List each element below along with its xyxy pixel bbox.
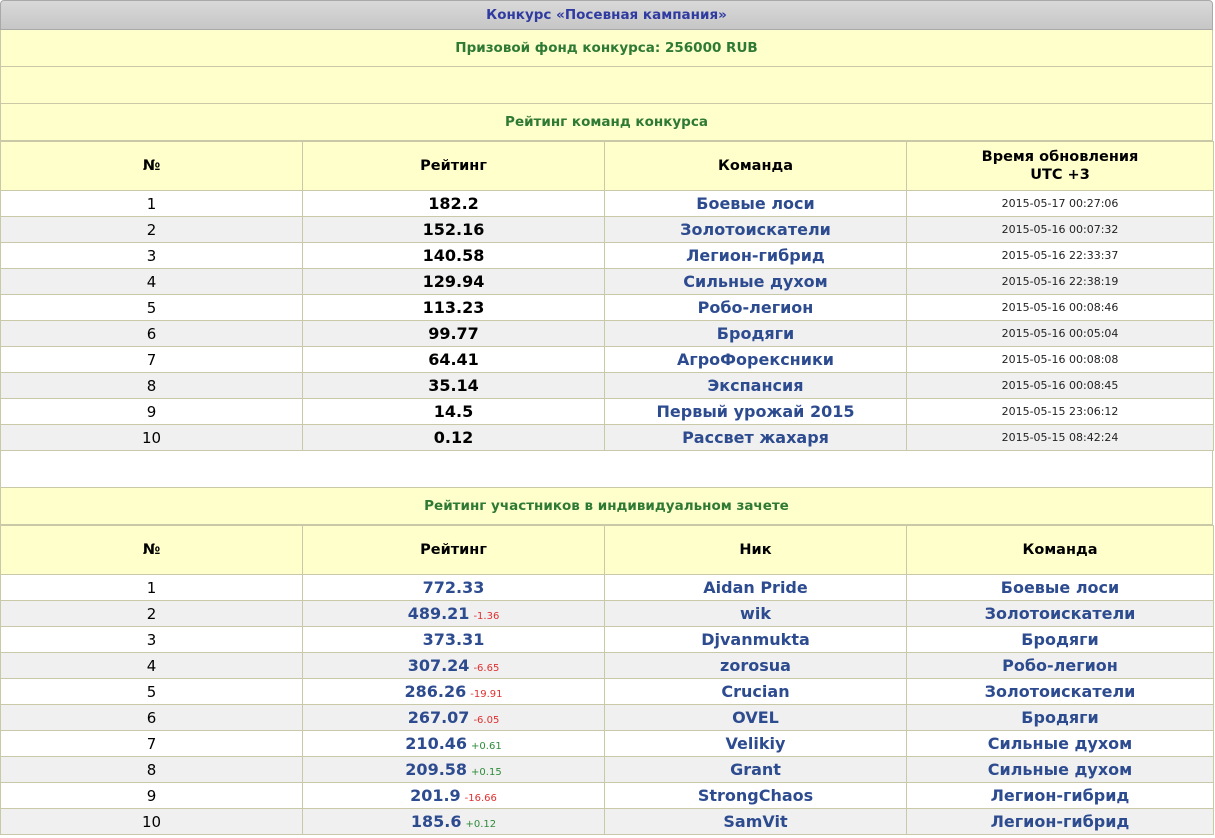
team-link[interactable]: Первый урожай 2015 xyxy=(656,402,855,421)
participant-team: Сильные духом xyxy=(987,734,1133,753)
team-row-num: 1 xyxy=(1,191,303,217)
teams-section-title: Рейтинг команд конкурса xyxy=(0,104,1213,141)
team-row-rating: 14.5 xyxy=(303,399,605,425)
team-row-updated: 2015-05-17 00:27:06 xyxy=(907,191,1214,217)
prize-fund: Призовой фонд конкурса: 256000 RUB xyxy=(0,30,1213,67)
team-row-rating: 140.58 xyxy=(303,243,605,269)
participant-nick-link[interactable]: Grant xyxy=(730,760,781,779)
participant-row-nick-cell xyxy=(605,653,907,679)
participant-nick-link[interactable]: Aidan Pride xyxy=(703,578,808,597)
team-row-team-cell xyxy=(605,191,907,217)
team-row-updated: 2015-05-16 22:38:19 xyxy=(907,269,1214,295)
team-row-updated: 2015-05-15 08:42:24 xyxy=(907,425,1214,451)
participant-row-num: 3 xyxy=(1,627,303,653)
team-link[interactable]: Сильные духом xyxy=(683,272,828,291)
team-row-team-cell xyxy=(605,217,907,243)
participant-row xyxy=(1,575,1214,601)
participant-nick-link[interactable]: Djvanmukta xyxy=(701,630,810,649)
participant-row-team-cell xyxy=(907,731,1214,757)
participant-row-rating-cell xyxy=(303,731,605,757)
team-row-team-cell xyxy=(605,243,907,269)
participant-row-rating-cell xyxy=(303,783,605,809)
teams-table xyxy=(0,141,1214,451)
team-link[interactable]: Рассвет жахаря xyxy=(682,428,829,447)
participant-team: Легион-гибрид xyxy=(990,812,1130,831)
participant-row-num: 1 xyxy=(1,575,303,601)
participant-rating-delta: +0.15 xyxy=(471,767,502,778)
participant-rating: 210.46 xyxy=(405,734,468,753)
team-row-rating: 113.23 xyxy=(303,295,605,321)
participant-rating: 286.26 xyxy=(404,682,467,701)
team-row-rating: 35.14 xyxy=(303,373,605,399)
team-row-rating: 129.94 xyxy=(303,269,605,295)
participant-row-team-cell xyxy=(907,601,1214,627)
team-link[interactable]: Боевые лоси xyxy=(696,194,815,213)
team-row xyxy=(1,243,1214,269)
participant-row-rating-cell xyxy=(303,679,605,705)
team-row xyxy=(1,295,1214,321)
participant-row-team-cell xyxy=(907,653,1214,679)
participant-rating: 209.58 xyxy=(405,760,468,779)
participant-row xyxy=(1,627,1214,653)
team-link[interactable]: АгроФорексники xyxy=(676,350,835,369)
participant-nick-link[interactable]: Velikiy xyxy=(725,734,786,753)
participant-rating-delta: -6.65 xyxy=(473,663,500,674)
team-row xyxy=(1,191,1214,217)
participant-rating: 489.21 xyxy=(407,604,470,623)
participant-row-nick-cell xyxy=(605,783,907,809)
participant-row xyxy=(1,705,1214,731)
participant-nick-link[interactable]: zorosua xyxy=(720,656,791,675)
participant-row-team-cell xyxy=(907,783,1214,809)
team-row-num: 10 xyxy=(1,425,303,451)
team-row-num: 4 xyxy=(1,269,303,295)
participant-nick-link[interactable]: StrongChaos xyxy=(697,786,814,805)
participant-nick-link[interactable]: OVEL xyxy=(732,708,779,727)
team-row-num: 2 xyxy=(1,217,303,243)
participant-rating: 185.6 xyxy=(410,812,462,831)
participant-team: Золотоискатели xyxy=(984,604,1136,623)
team-row-team-cell xyxy=(605,399,907,425)
participant-rating-delta: -6.05 xyxy=(473,715,500,726)
participant-team: Робо-легион xyxy=(1002,656,1118,675)
participant-row-rating-cell xyxy=(303,601,605,627)
participant-row-num: 7 xyxy=(1,731,303,757)
participant-row-nick-cell xyxy=(605,601,907,627)
team-row-updated: 2015-05-16 00:07:32 xyxy=(907,217,1214,243)
participant-row xyxy=(1,679,1214,705)
team-row-rating: 64.41 xyxy=(303,347,605,373)
team-link[interactable]: Бродяги xyxy=(716,324,795,343)
participant-row-nick-cell xyxy=(605,575,907,601)
participant-team: Боевые лоси xyxy=(1000,578,1120,597)
section-gap xyxy=(0,451,1213,488)
participant-row-rating-cell xyxy=(303,757,605,783)
team-row xyxy=(1,425,1214,451)
team-row xyxy=(1,347,1214,373)
team-row-updated: 2015-05-16 00:08:08 xyxy=(907,347,1214,373)
participant-team: Сильные духом xyxy=(987,760,1133,779)
participant-row-rating-cell xyxy=(303,809,605,835)
participant-row-num: 8 xyxy=(1,757,303,783)
team-row-num: 7 xyxy=(1,347,303,373)
team-row xyxy=(1,217,1214,243)
participant-row-team-cell xyxy=(907,757,1214,783)
participant-rating-delta: -1.36 xyxy=(473,611,500,622)
participant-nick-link[interactable]: Crucian xyxy=(721,682,790,701)
participant-row-team-cell xyxy=(907,627,1214,653)
team-row-updated: 2015-05-15 23:06:12 xyxy=(907,399,1214,425)
team-row-num: 6 xyxy=(1,321,303,347)
team-row-team-cell xyxy=(605,295,907,321)
team-row-rating: 182.2 xyxy=(303,191,605,217)
team-row-updated: 2015-05-16 22:33:37 xyxy=(907,243,1214,269)
participant-row xyxy=(1,809,1214,835)
spacer-band xyxy=(0,67,1213,104)
participant-team: Бродяги xyxy=(1021,630,1099,649)
participant-rating: 772.33 xyxy=(422,578,485,597)
participant-row-num: 5 xyxy=(1,679,303,705)
participant-row-num: 2 xyxy=(1,601,303,627)
teams-header-updated-line1: Время обновления xyxy=(981,149,1139,165)
team-link[interactable]: Экспансия xyxy=(707,376,804,395)
participant-rating-delta: -19.91 xyxy=(470,689,503,700)
participant-rating-delta: +0.61 xyxy=(471,741,502,752)
team-link[interactable]: Робо-легион xyxy=(697,298,814,317)
individual-header-rating: Рейтинг xyxy=(303,526,605,575)
team-row xyxy=(1,321,1214,347)
team-row-rating: 152.16 xyxy=(303,217,605,243)
participant-nick-link[interactable]: SamVit xyxy=(723,812,788,831)
teams-table-body xyxy=(1,191,1214,451)
team-link[interactable]: Легион-гибрид xyxy=(686,246,825,265)
teams-header-updated-line2: UTC +3 xyxy=(1030,167,1090,183)
teams-header-rating: Рейтинг xyxy=(303,142,605,191)
team-row-team-cell xyxy=(605,269,907,295)
participant-row-nick-cell xyxy=(605,809,907,835)
participant-row xyxy=(1,783,1214,809)
team-row-num: 8 xyxy=(1,373,303,399)
participant-row-nick-cell xyxy=(605,679,907,705)
team-row-team-cell xyxy=(605,425,907,451)
participant-row xyxy=(1,731,1214,757)
participant-rating: 307.24 xyxy=(407,656,470,675)
participant-row-num: 4 xyxy=(1,653,303,679)
participant-row-nick-cell xyxy=(605,757,907,783)
individual-table-body xyxy=(1,575,1214,835)
team-row-updated: 2015-05-16 00:08:45 xyxy=(907,373,1214,399)
participant-team: Бродяги xyxy=(1021,708,1099,727)
individual-table xyxy=(0,525,1214,835)
participant-row-team-cell xyxy=(907,679,1214,705)
team-row-rating: 99.77 xyxy=(303,321,605,347)
individual-header-nick: Ник xyxy=(605,526,907,575)
team-row-team-cell xyxy=(605,347,907,373)
participant-row xyxy=(1,757,1214,783)
participant-nick-link[interactable]: wik xyxy=(740,604,771,623)
individual-header-team: Команда xyxy=(907,526,1214,575)
individual-section-title: Рейтинг участников в индивидуальном зачете xyxy=(0,488,1213,525)
participant-row-nick-cell xyxy=(605,731,907,757)
individual-header-num: № xyxy=(1,526,303,575)
teams-header-updated xyxy=(907,142,1214,191)
team-row xyxy=(1,373,1214,399)
participant-row-rating-cell xyxy=(303,705,605,731)
team-row-team-cell xyxy=(605,373,907,399)
team-row xyxy=(1,399,1214,425)
teams-header-team: Команда xyxy=(605,142,907,191)
team-row-updated: 2015-05-16 00:08:46 xyxy=(907,295,1214,321)
participant-row xyxy=(1,653,1214,679)
participant-rating: 201.9 xyxy=(410,786,461,805)
teams-header-num: № xyxy=(1,142,303,191)
contest-title: Конкурс «Посевная кампания» xyxy=(0,0,1213,30)
participant-row-rating-cell xyxy=(303,627,605,653)
participant-rating-delta: -16.66 xyxy=(464,793,497,804)
team-row-team-cell xyxy=(605,321,907,347)
participant-row-team-cell xyxy=(907,575,1214,601)
participant-team: Золотоискатели xyxy=(984,682,1136,701)
participant-rating-delta: +0.12 xyxy=(465,819,497,830)
participant-row-num: 6 xyxy=(1,705,303,731)
team-row-rating: 0.12 xyxy=(303,425,605,451)
participant-row-num: 10 xyxy=(1,809,303,835)
team-row xyxy=(1,269,1214,295)
team-row-updated: 2015-05-16 00:05:04 xyxy=(907,321,1214,347)
participant-row-rating-cell xyxy=(303,575,605,601)
participant-row-num: 9 xyxy=(1,783,303,809)
team-row-num: 9 xyxy=(1,399,303,425)
participant-row-nick-cell xyxy=(605,705,907,731)
team-link[interactable]: Золотоискатели xyxy=(680,220,831,239)
participant-row-team-cell xyxy=(907,705,1214,731)
participant-rating: 373.31 xyxy=(422,630,485,649)
participant-row-nick-cell xyxy=(605,627,907,653)
team-row-num: 5 xyxy=(1,295,303,321)
participant-team: Легион-гибрид xyxy=(990,786,1130,805)
team-row-num: 3 xyxy=(1,243,303,269)
participant-rating: 267.07 xyxy=(407,708,470,727)
participant-row xyxy=(1,601,1214,627)
participant-row-rating-cell xyxy=(303,653,605,679)
participant-row-team-cell xyxy=(907,809,1214,835)
